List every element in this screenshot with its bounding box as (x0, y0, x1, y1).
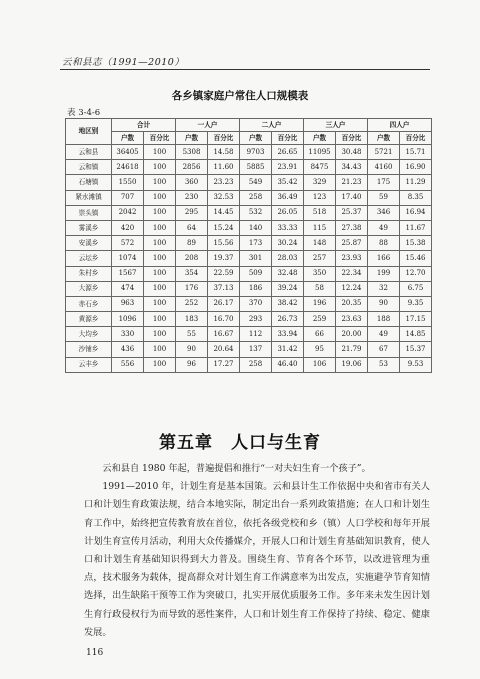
value-cell: 100 (144, 327, 176, 342)
value-cell: 12.70 (400, 266, 432, 281)
area-cell: 紧水滩镇 (66, 190, 112, 205)
area-cell: 云丰乡 (66, 357, 112, 372)
value-cell: 5308 (176, 145, 208, 160)
value-cell: 17.27 (208, 357, 240, 372)
value-cell: 90 (368, 296, 400, 311)
value-cell: 15.38 (400, 236, 432, 251)
body-text (84, 460, 430, 642)
value-cell: 518 (304, 205, 336, 220)
value-cell: 38.42 (272, 296, 304, 311)
value-cell: 176 (176, 281, 208, 296)
value-cell: 31.42 (272, 342, 304, 357)
value-cell: 301 (240, 251, 272, 266)
page-number: 116 (86, 648, 104, 658)
households-header: 户数 (112, 132, 144, 145)
value-cell: 16.67 (208, 327, 240, 342)
value-cell: 19.37 (208, 251, 240, 266)
area-cell: 沙铺乡 (66, 342, 112, 357)
value-cell: 15.46 (400, 251, 432, 266)
value-cell: 350 (304, 266, 336, 281)
value-cell: 100 (144, 236, 176, 251)
table-row (66, 220, 432, 235)
value-cell: 5885 (240, 160, 272, 175)
table-title: 各乡镇家庭户常住人口规模表 (171, 90, 309, 102)
value-cell: 2856 (176, 160, 208, 175)
value-cell: 16.70 (208, 312, 240, 327)
value-cell: 707 (112, 190, 144, 205)
table-row (66, 160, 432, 175)
value-cell: 420 (112, 220, 144, 235)
value-cell: 33.33 (272, 220, 304, 235)
households-header: 户数 (176, 132, 208, 145)
value-cell: 175 (368, 175, 400, 190)
value-cell: 137 (240, 342, 272, 357)
value-cell: 49 (368, 220, 400, 235)
value-cell: 100 (144, 296, 176, 311)
table-row (66, 327, 432, 342)
area-cell: 赤石乡 (66, 296, 112, 311)
value-cell: 100 (144, 220, 176, 235)
value-cell: 14.85 (400, 327, 432, 342)
value-cell: 9.35 (400, 296, 432, 311)
value-cell: 34.43 (336, 160, 368, 175)
value-cell: 20.00 (336, 327, 368, 342)
table-row (66, 205, 432, 220)
value-cell: 257 (304, 251, 336, 266)
area-cell: 大均乡 (66, 327, 112, 342)
value-cell: 11.67 (400, 220, 432, 235)
value-cell: 53 (368, 357, 400, 372)
value-cell: 100 (144, 281, 176, 296)
value-cell: 15.37 (400, 342, 432, 357)
value-cell: 26.65 (272, 145, 304, 160)
value-cell: 532 (240, 205, 272, 220)
value-cell: 208 (176, 251, 208, 266)
running-head: 云和县志（1991—2010） (62, 57, 185, 68)
value-cell: 17.40 (336, 190, 368, 205)
percent-header: 百分比 (336, 132, 368, 145)
value-cell: 36.49 (272, 190, 304, 205)
value-cell: 88 (368, 236, 400, 251)
percent-header: 百分比 (144, 132, 176, 145)
table-row (66, 251, 432, 266)
group-header: 四人户 (368, 119, 432, 132)
value-cell: 196 (304, 296, 336, 311)
value-cell: 188 (368, 312, 400, 327)
value-cell: 25.87 (336, 236, 368, 251)
table-number: 表 3-4-6 (67, 108, 101, 118)
value-cell: 12.24 (336, 281, 368, 296)
value-cell: 27.38 (336, 220, 368, 235)
value-cell: 100 (144, 312, 176, 327)
value-cell: 258 (240, 357, 272, 372)
value-cell: 30.24 (272, 236, 304, 251)
table-row (66, 190, 432, 205)
value-cell: 556 (112, 357, 144, 372)
value-cell: 11095 (304, 145, 336, 160)
value-cell: 9.53 (400, 357, 432, 372)
value-cell: 35.42 (272, 175, 304, 190)
value-cell: 96 (176, 357, 208, 372)
area-cell: 雾溪乡 (66, 220, 112, 235)
value-cell: 1550 (112, 175, 144, 190)
household-size-table (65, 118, 432, 373)
area-cell: 石塘镇 (66, 175, 112, 190)
table-row (66, 357, 432, 372)
paragraph: 云和县自 1980 年起，普遍提倡和推行“一对夫妇生育一个孩子”。 (102, 463, 371, 474)
paragraph: 1991—2010 年，计划生育是基本国策。云和县计生工作依据中央和省市有关人口和计划生育政策法规，结合本地实际，制定出台一系列政策措施；在人口和计划生育工作中，始终把宣传教育放在首位，依托各级党校和乡（镇）人口学校和每年开展计划生育宣传月活动，利用大众传播媒介，开展人口和计划生育基础知识教育，使人口和计划生育基础知识得到大力普及。围绕生育、节育各个环节，以改进管理为重点，技术服务为载体，提高群众对计划生育工作满意率为出发点，实施避孕节育知情选择，出生缺陷干预等工作为突破口，扎实开展优质服务工作。多年来未发生因计划生育行政侵权行为而导致的恶性案件，人口和计划生育工作保持了持续、稳定、健康发展。 (84, 481, 430, 638)
area-cell: 云和县 (66, 145, 112, 160)
value-cell: 8475 (304, 160, 336, 175)
value-cell: 259 (304, 312, 336, 327)
value-cell: 346 (368, 205, 400, 220)
value-cell: 148 (304, 236, 336, 251)
value-cell: 17.15 (400, 312, 432, 327)
value-cell: 89 (176, 236, 208, 251)
value-cell: 112 (240, 327, 272, 342)
value-cell: 9703 (240, 145, 272, 160)
chapter-title: 第五章 人口与生育 (159, 433, 321, 453)
value-cell: 20.64 (208, 342, 240, 357)
value-cell: 26.73 (272, 312, 304, 327)
value-cell: 15.71 (400, 145, 432, 160)
header-rule (60, 69, 430, 70)
value-cell: 21.23 (336, 175, 368, 190)
value-cell: 58 (304, 281, 336, 296)
value-cell: 66 (304, 327, 336, 342)
value-cell: 370 (240, 296, 272, 311)
value-cell: 90 (176, 342, 208, 357)
value-cell: 1074 (112, 251, 144, 266)
value-cell: 199 (368, 266, 400, 281)
value-cell: 30.48 (336, 145, 368, 160)
households-header: 户数 (304, 132, 336, 145)
percent-header: 百分比 (400, 132, 432, 145)
table-sub-header-row (66, 132, 432, 145)
value-cell: 572 (112, 236, 144, 251)
value-cell: 1567 (112, 266, 144, 281)
value-cell: 15.24 (208, 220, 240, 235)
value-cell: 11.60 (208, 160, 240, 175)
value-cell: 23.63 (336, 312, 368, 327)
value-cell: 258 (240, 190, 272, 205)
value-cell: 32.48 (272, 266, 304, 281)
value-cell: 183 (176, 312, 208, 327)
value-cell: 28.03 (272, 251, 304, 266)
group-header: 合计 (112, 119, 176, 132)
value-cell: 100 (144, 342, 176, 357)
group-header: 一人户 (176, 119, 240, 132)
value-cell: 963 (112, 296, 144, 311)
value-cell: 474 (112, 281, 144, 296)
table-row (66, 312, 432, 327)
value-cell: 14.45 (208, 205, 240, 220)
value-cell: 329 (304, 175, 336, 190)
value-cell: 106 (304, 357, 336, 372)
value-cell: 100 (144, 190, 176, 205)
value-cell: 166 (368, 251, 400, 266)
value-cell: 100 (144, 357, 176, 372)
value-cell: 95 (304, 342, 336, 357)
value-cell: 16.90 (400, 160, 432, 175)
value-cell: 8.35 (400, 190, 432, 205)
value-cell: 509 (240, 266, 272, 281)
table-row (66, 342, 432, 357)
households-header: 户数 (240, 132, 272, 145)
value-cell: 46.40 (272, 357, 304, 372)
value-cell: 100 (144, 266, 176, 281)
value-cell: 2042 (112, 205, 144, 220)
value-cell: 36405 (112, 145, 144, 160)
value-cell: 293 (240, 312, 272, 327)
value-cell: 24618 (112, 160, 144, 175)
value-cell: 549 (240, 175, 272, 190)
value-cell: 32 (368, 281, 400, 296)
value-cell: 16.94 (400, 205, 432, 220)
value-cell: 11.29 (400, 175, 432, 190)
area-cell: 云坛乡 (66, 251, 112, 266)
area-cell: 安溪乡 (66, 236, 112, 251)
value-cell: 39.24 (272, 281, 304, 296)
value-cell: 64 (176, 220, 208, 235)
value-cell: 4160 (368, 160, 400, 175)
value-cell: 37.13 (208, 281, 240, 296)
value-cell: 115 (304, 220, 336, 235)
table-row (66, 175, 432, 190)
value-cell: 49 (368, 327, 400, 342)
value-cell: 20.35 (336, 296, 368, 311)
value-cell: 100 (144, 160, 176, 175)
area-cell: 大源乡 (66, 281, 112, 296)
value-cell: 140 (240, 220, 272, 235)
value-cell: 32.53 (208, 190, 240, 205)
value-cell: 26.17 (208, 296, 240, 311)
table-row (66, 296, 432, 311)
value-cell: 330 (112, 327, 144, 342)
value-cell: 23.23 (208, 175, 240, 190)
table-row (66, 145, 432, 160)
value-cell: 23.93 (336, 251, 368, 266)
value-cell: 14.58 (208, 145, 240, 160)
households-header: 户数 (368, 132, 400, 145)
value-cell: 230 (176, 190, 208, 205)
table-row (66, 266, 432, 281)
value-cell: 26.05 (272, 205, 304, 220)
value-cell: 5721 (368, 145, 400, 160)
area-cell: 崇头镇 (66, 205, 112, 220)
area-cell: 云和镇 (66, 160, 112, 175)
value-cell: 354 (176, 266, 208, 281)
table-group-header-row (66, 119, 432, 132)
value-cell: 15.56 (208, 236, 240, 251)
value-cell: 295 (176, 205, 208, 220)
area-cell: 朱村乡 (66, 266, 112, 281)
percent-header: 百分比 (272, 132, 304, 145)
value-cell: 100 (144, 251, 176, 266)
area-header: 地区别 (66, 119, 112, 145)
value-cell: 360 (176, 175, 208, 190)
value-cell: 21.79 (336, 342, 368, 357)
percent-header: 百分比 (208, 132, 240, 145)
table-body (66, 145, 432, 373)
value-cell: 33.94 (272, 327, 304, 342)
group-header: 三人户 (304, 119, 368, 132)
value-cell: 55 (176, 327, 208, 342)
table-row (66, 236, 432, 251)
value-cell: 186 (240, 281, 272, 296)
value-cell: 59 (368, 190, 400, 205)
value-cell: 19.06 (336, 357, 368, 372)
value-cell: 100 (144, 205, 176, 220)
value-cell: 22.59 (208, 266, 240, 281)
value-cell: 436 (112, 342, 144, 357)
area-cell: 黄源乡 (66, 312, 112, 327)
table-row (66, 281, 432, 296)
value-cell: 100 (144, 145, 176, 160)
value-cell: 1096 (112, 312, 144, 327)
value-cell: 123 (304, 190, 336, 205)
value-cell: 6.75 (400, 281, 432, 296)
value-cell: 23.91 (272, 160, 304, 175)
value-cell: 67 (368, 342, 400, 357)
value-cell: 173 (240, 236, 272, 251)
group-header: 二人户 (240, 119, 304, 132)
value-cell: 252 (176, 296, 208, 311)
value-cell: 100 (144, 175, 176, 190)
value-cell: 22.34 (336, 266, 368, 281)
value-cell: 25.37 (336, 205, 368, 220)
